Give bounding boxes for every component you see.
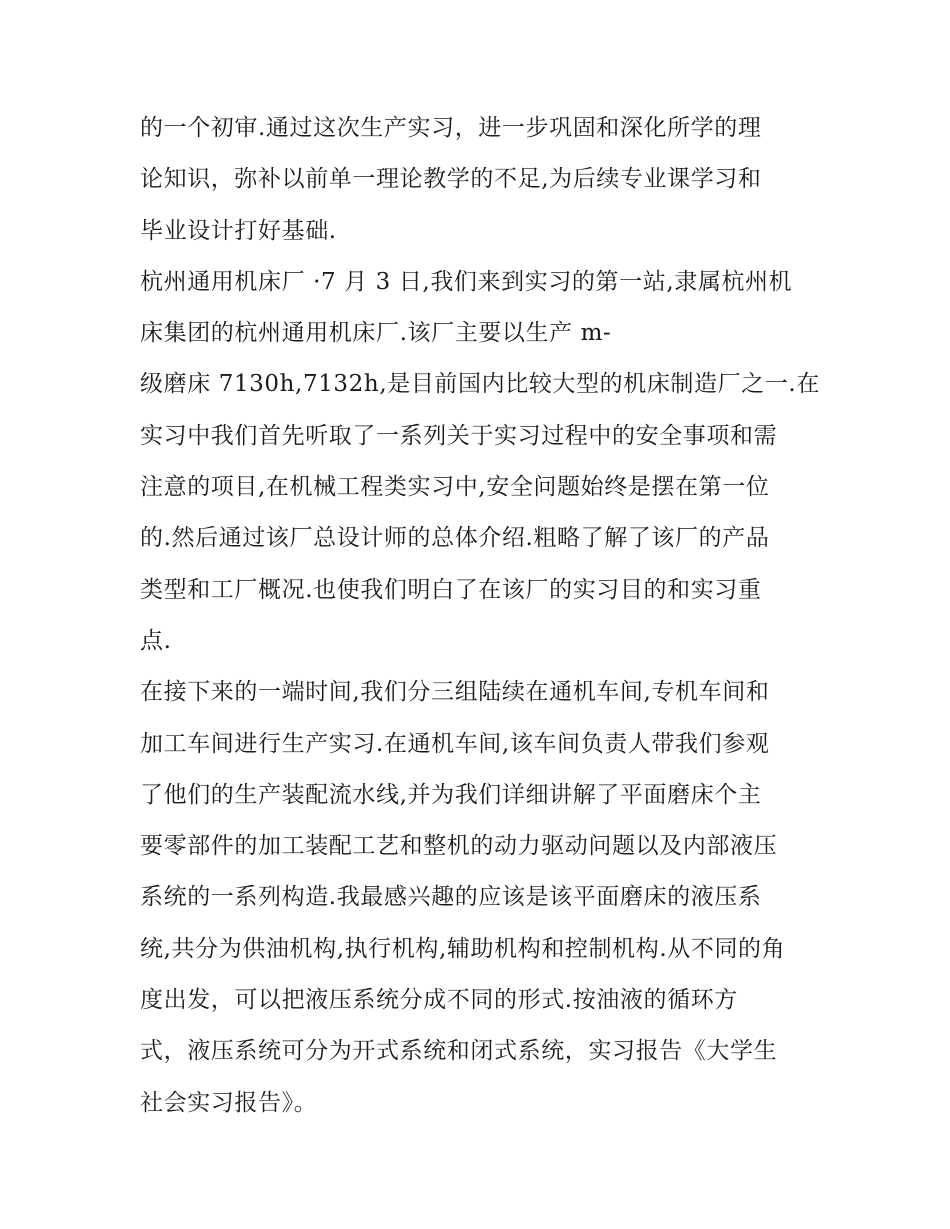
text-line: 式，液压系统可分为开式系统和闭式系统，实习报告《大学生 (140, 1038, 778, 1065)
text-line: 床集团的杭州通用机床厂.该厂主要以生产 m- (140, 320, 612, 347)
text-line: 的一个初审.通过这次生产实习，进一步巩固和深化所学的理 (140, 115, 762, 141)
text-line: 统,共分为供油机构,执行机构,辅助机构和控制机构.从不同的角 (140, 935, 786, 962)
text-line: 的.然后通过该厂总设计师的总体介绍.粗略了解了该厂的产品 (140, 525, 770, 552)
text-line: 了他们的生产装配流水线,并为我们详细讲解了平面磨床个主 (140, 781, 762, 808)
text-line: 在接下来的一端时间,我们分三组陆续在通机车间,专机车间和 (140, 679, 770, 706)
text-line: 实习中我们首先听取了一系列关于实习过程中的安全事项和需 (140, 422, 778, 449)
text-line: 加工车间进行生产实习.在通机车间,该车间负责人带我们参观 (140, 730, 770, 757)
body-text (140, 103, 820, 1129)
text-line: 级磨床 7130h,7132h,是目前国内比较大型的机床制造厂之一.在 (140, 371, 820, 398)
text-line: 杭州通用机床厂 ·7 月 3 日,我们来到实习的第一站,隶属杭州机 (140, 268, 793, 295)
text-line: 要零部件的加工装配工艺和整机的动力驱动问题以及内部液压 (140, 833, 778, 860)
text-line: 社会实习报告》。 (140, 1089, 318, 1116)
text-line: 论知识，弥补以前单一理论教学的不足,为后续专业课学习和 (140, 166, 762, 193)
text-line: 注意的项目,在机械工程类实习中,安全问题始终是摆在第一位 (140, 474, 770, 501)
text-line: 毕业设计打好基础. (140, 217, 337, 244)
text-line: 度出发，可以把液压系统分成不同的形式.按油液的循环方 (140, 987, 738, 1014)
text-line: 点. (140, 627, 172, 654)
text-line: 类型和工厂概况.也使我们明白了在该厂的实习目的和实习重 (140, 576, 762, 603)
text-line: 系统的一系列构造.我最感兴趣的应该是该平面磨床的液压系 (140, 884, 762, 911)
